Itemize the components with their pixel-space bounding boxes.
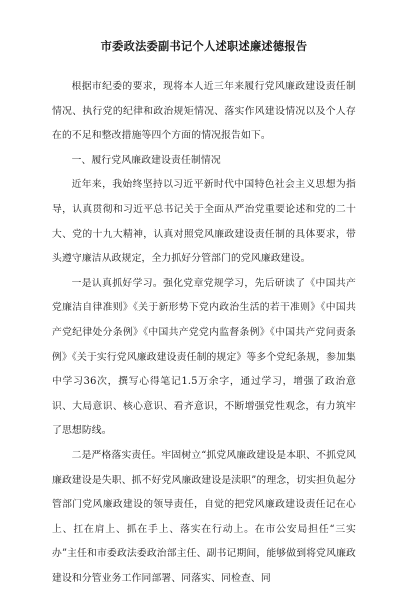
study-paragraph: 一是认真抓好学习。强化党章党规学习，先后研读了《中国共产党廉洁自律准则》《关于新形势下党内政治生活的若干准则》《中国共产党纪律处分条例》《中国共产党党内监督条例》《中国共产党问责条例》《关于实行党风廉政建设责任制的规定》等多个党纪条规，参加集中学习36次，撰写心得笔记1.5万余字，通过学习，增强了政治意识、大局意识、核心意识、看齐意识，不断增强党性观念，有力筑牢了思想防线。 (52, 277, 356, 437)
document-title: 市委政法委副书记个人述职述廉述德报告 (100, 40, 308, 53)
document-body (52, 75, 356, 591)
section-heading: 一、履行党风廉政建设责任制情况 (71, 154, 221, 166)
intro-paragraph: 根据市纪委的要求，现将本人近三年来履行党风廉政建设责任制情况、执行党的纪律和政治规矩情况、落实作风建设情况以及个人存在的不足和整改措施等四个方面的情况报告如下。 (52, 81, 356, 142)
section-paragraph: 近年来，我始终坚持以习近平新时代中国特色社会主义思想为指导，认真贯彻和习近平总书记关于全面从严治党重要论述和党的二十大、党的十九大精神，认真对照党风廉政建设责任制的具体要求，带头遵守廉洁从政规定，全力抓好分管部门的党风廉政建设。 (52, 179, 356, 265)
responsibility-paragraph: 二是严格落实责任。牢固树立“抓党风廉政建设是本职、不抓党风廉政建设是失职、抓不好党风廉政建设是渎职”的理念，切实担负起分管部门党风廉政建设的领导责任，自觉的把党风廉政建设责任记在心上、扛在肩上、抓在手上、落实在行动上。在市公安局担任“三实办”主任和市委政法委政治部主任、副书记期间，能够做到将党风廉政建设和分管业务工作同部署、同落实、同检查、同 (52, 449, 356, 584)
